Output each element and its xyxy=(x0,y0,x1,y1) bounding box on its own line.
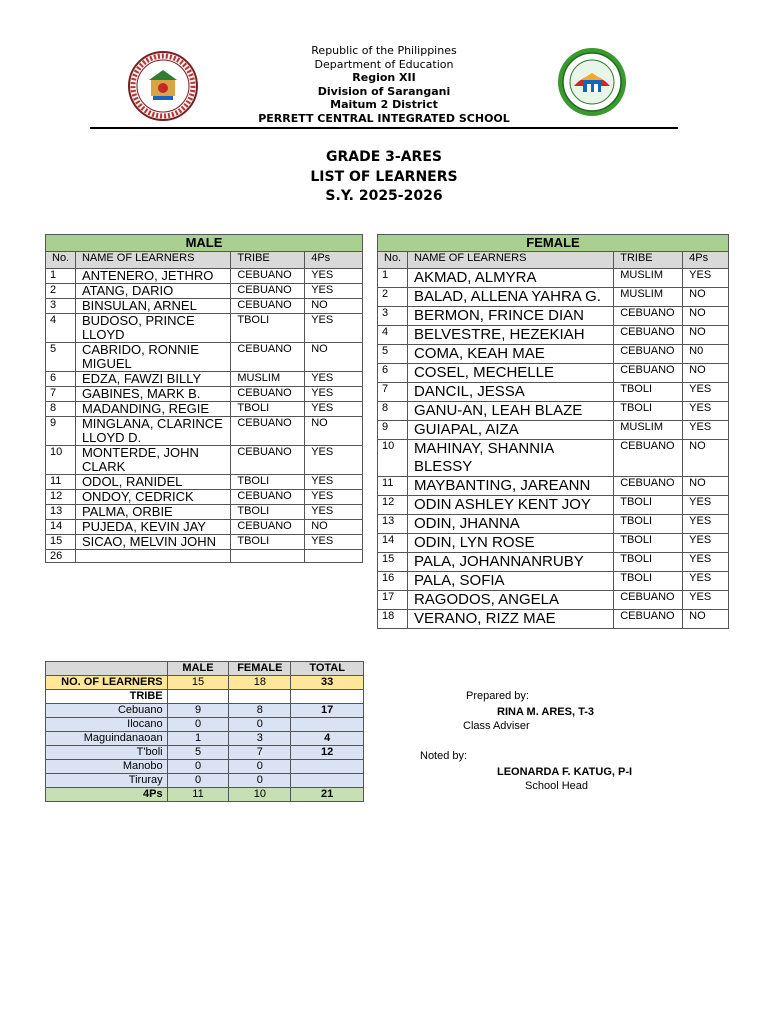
summary-label: Ilocano xyxy=(46,718,168,732)
learner-no: 4 xyxy=(378,326,408,345)
summary-tribe-row xyxy=(46,746,364,760)
learner-name: PALMA, ORBIE xyxy=(75,505,230,520)
learner-row xyxy=(378,307,729,326)
learner-no: 1 xyxy=(46,269,76,284)
learner-row xyxy=(378,269,729,288)
male-rows xyxy=(46,269,363,563)
learner-no: 14 xyxy=(378,534,408,553)
learner-name: COMA, KEAH MAE xyxy=(407,345,613,364)
learner-no: 11 xyxy=(378,477,408,496)
learner-4ps: NO xyxy=(305,520,363,535)
summary-head-total: TOTAL xyxy=(291,662,364,676)
learner-4ps: YES xyxy=(683,534,729,553)
learner-tribe: CEBUANO xyxy=(231,299,305,314)
learner-name: BINSULAN, ARNEL xyxy=(75,299,230,314)
learner-no: 10 xyxy=(378,440,408,477)
learner-4ps: NO xyxy=(683,610,729,629)
noted-by-label: Noted by: xyxy=(420,750,468,762)
summary-total xyxy=(291,774,364,788)
learner-row xyxy=(46,490,363,505)
summary-male: 1 xyxy=(167,732,229,746)
learner-tribe: TBOLI xyxy=(614,534,683,553)
col-4ps: 4Ps xyxy=(683,252,729,269)
learner-no: 13 xyxy=(46,505,76,520)
learner-no: 8 xyxy=(378,402,408,421)
summary-total xyxy=(291,718,364,732)
learner-row xyxy=(46,550,363,563)
learner-tribe: CEBUANO xyxy=(231,490,305,505)
summary-female: 3 xyxy=(229,732,291,746)
learner-no: 13 xyxy=(378,515,408,534)
learner-no: 8 xyxy=(46,402,76,417)
summary-label: Maguindanaoan xyxy=(46,732,168,746)
learner-no: 26 xyxy=(46,550,76,563)
summary-tribe-row xyxy=(46,732,364,746)
learner-row xyxy=(46,475,363,490)
learner-4ps: YES xyxy=(305,505,363,520)
learner-row xyxy=(46,284,363,299)
summary-head-male: MALE xyxy=(167,662,229,676)
learner-row xyxy=(378,383,729,402)
noted-by-title: School Head xyxy=(525,780,588,792)
summary-male: 0 xyxy=(167,774,229,788)
learner-no: 7 xyxy=(378,383,408,402)
learner-name: ATANG, DARIO xyxy=(75,284,230,299)
male-learners-table xyxy=(45,234,363,563)
learner-name: SICAO, MELVIN JOHN xyxy=(75,535,230,550)
learner-4ps: YES xyxy=(305,284,363,299)
learner-no: 6 xyxy=(46,372,76,387)
learner-4ps: YES xyxy=(305,314,363,343)
header-department: Department of Education xyxy=(314,57,454,71)
learner-name: AKMAD, ALMYRA xyxy=(407,269,613,288)
learner-no: 17 xyxy=(378,591,408,610)
prepared-by-title: Class Adviser xyxy=(463,720,530,732)
learner-tribe: TBOLI xyxy=(231,314,305,343)
learner-tribe: TBOLI xyxy=(231,475,305,490)
learner-name: PALA, SOFIA xyxy=(407,572,613,591)
learner-row xyxy=(378,477,729,496)
document-title xyxy=(0,148,768,207)
col-tribe: TRIBE xyxy=(614,252,683,269)
summary-tribe-label: TRIBE xyxy=(46,690,168,704)
summary-female: 7 xyxy=(229,746,291,760)
learner-row xyxy=(378,591,729,610)
summary-label: Tiruray xyxy=(46,774,168,788)
learner-name: GANU-AN, LEAH BLAZE xyxy=(407,402,613,421)
summary-total: 12 xyxy=(291,746,364,760)
learner-tribe: CEBUANO xyxy=(231,417,305,446)
male-table-title: MALE xyxy=(46,235,363,252)
summary-label: T'boli xyxy=(46,746,168,760)
summary-male: 15 xyxy=(167,676,229,690)
learner-4ps: NO xyxy=(305,417,363,446)
learner-tribe: TBOLI xyxy=(614,383,683,402)
learner-name: EDZA, FAWZI BILLY xyxy=(75,372,230,387)
learner-row xyxy=(378,402,729,421)
learner-row xyxy=(46,505,363,520)
summary-tribe-row xyxy=(46,718,364,732)
learner-4ps: YES xyxy=(683,515,729,534)
col-name: NAME OF LEARNERS xyxy=(75,252,230,269)
learner-tribe: TBOLI xyxy=(614,496,683,515)
learner-tribe: CEBUANO xyxy=(614,364,683,383)
col-no: No. xyxy=(46,252,76,269)
col-no: No. xyxy=(378,252,408,269)
learner-row xyxy=(46,372,363,387)
learner-name xyxy=(75,550,230,563)
learner-row xyxy=(378,421,729,440)
learner-name: ANTENERO, JETHRO xyxy=(75,269,230,284)
summary-head-female: FEMALE xyxy=(229,662,291,676)
learner-row xyxy=(46,402,363,417)
learner-tribe: MUSLIM xyxy=(614,421,683,440)
learner-row xyxy=(378,610,729,629)
learner-no: 7 xyxy=(46,387,76,402)
learner-row xyxy=(378,553,729,572)
summary-learners-row xyxy=(46,676,364,690)
learner-no: 6 xyxy=(378,364,408,383)
learner-4ps: NO xyxy=(305,343,363,372)
learner-row xyxy=(46,520,363,535)
learner-row xyxy=(46,535,363,550)
learner-4ps: YES xyxy=(305,535,363,550)
learner-row xyxy=(46,446,363,475)
learner-tribe: TBOLI xyxy=(231,402,305,417)
summary-tribe-header-row xyxy=(46,690,364,704)
learner-row xyxy=(46,417,363,446)
learner-no: 14 xyxy=(46,520,76,535)
summary-male: 5 xyxy=(167,746,229,760)
learner-no: 3 xyxy=(378,307,408,326)
learner-no: 5 xyxy=(378,345,408,364)
learner-no: 9 xyxy=(46,417,76,446)
learner-row xyxy=(46,387,363,402)
learner-4ps: YES xyxy=(305,402,363,417)
title-grade: GRADE 3-ARES xyxy=(326,149,442,165)
summary-total xyxy=(291,760,364,774)
learner-4ps: YES xyxy=(683,572,729,591)
summary-total: 17 xyxy=(291,704,364,718)
learner-row xyxy=(46,314,363,343)
learner-4ps: NO xyxy=(683,364,729,383)
learner-4ps: NO xyxy=(683,440,729,477)
header-district: Maitum 2 District xyxy=(330,98,438,112)
summary-label: Cebuano xyxy=(46,704,168,718)
learner-tribe: CEBUANO xyxy=(614,440,683,477)
learner-name: MAYBANTING, JAREANN xyxy=(407,477,613,496)
summary-male: 0 xyxy=(167,760,229,774)
learner-4ps: NO xyxy=(305,299,363,314)
learner-tribe: TBOLI xyxy=(614,572,683,591)
learner-tribe: TBOLI xyxy=(614,402,683,421)
learner-name: PUJEDA, KEVIN JAY xyxy=(75,520,230,535)
summary-female: 8 xyxy=(229,704,291,718)
learner-4ps: YES xyxy=(305,475,363,490)
learner-tribe: MUSLIM xyxy=(231,372,305,387)
col-name: NAME OF LEARNERS xyxy=(407,252,613,269)
learner-name: PALA, JOHANNANRUBY xyxy=(407,553,613,572)
learner-4ps: YES xyxy=(305,446,363,475)
col-tribe: TRIBE xyxy=(231,252,305,269)
learner-tribe xyxy=(231,550,305,563)
summary-female: 10 xyxy=(229,788,291,802)
female-rows xyxy=(378,269,729,629)
summary-female: 0 xyxy=(229,774,291,788)
learner-tribe: TBOLI xyxy=(614,553,683,572)
learner-row xyxy=(378,515,729,534)
learner-name: CABRIDO, RONNIE MIGUEL xyxy=(75,343,230,372)
learner-tribe: CEBUANO xyxy=(231,284,305,299)
learner-no: 11 xyxy=(46,475,76,490)
learner-name: BELVESTRE, HEZEKIAH xyxy=(407,326,613,345)
learner-name: ODOL, RANIDEL xyxy=(75,475,230,490)
learner-4ps: YES xyxy=(683,421,729,440)
learner-tribe: MUSLIM xyxy=(614,288,683,307)
header-division: Division of Sarangani xyxy=(317,84,451,98)
learner-name: GABINES, MARK B. xyxy=(75,387,230,402)
summary-total: 33 xyxy=(291,676,364,690)
learner-row xyxy=(378,326,729,345)
female-table-title: FEMALE xyxy=(378,235,729,252)
prepared-by-label: Prepared by: xyxy=(466,690,529,702)
learner-4ps: YES xyxy=(683,553,729,572)
learner-4ps: YES xyxy=(683,402,729,421)
summary-total: 21 xyxy=(291,788,364,802)
learner-row xyxy=(378,288,729,307)
learner-tribe: MUSLIM xyxy=(614,269,683,288)
learner-4ps: YES xyxy=(305,269,363,284)
learner-tribe: CEBUANO xyxy=(231,269,305,284)
learner-no: 16 xyxy=(378,572,408,591)
header-school: PERRETT CENTRAL INTEGRATED SCHOOL xyxy=(258,111,510,125)
learner-4ps: YES xyxy=(683,383,729,402)
learner-row xyxy=(378,496,729,515)
learner-no: 12 xyxy=(46,490,76,505)
learner-no: 2 xyxy=(46,284,76,299)
learner-name: ODIN, LYN ROSE xyxy=(407,534,613,553)
learner-name: BALAD, ALLENA YAHRA G. xyxy=(407,288,613,307)
learner-name: MONTERDE, JOHN CLARK xyxy=(75,446,230,475)
title-list: LIST OF LEARNERS xyxy=(310,168,458,185)
summary-head-blank xyxy=(46,662,168,676)
learner-tribe: CEBUANO xyxy=(231,387,305,402)
learner-no: 15 xyxy=(378,553,408,572)
learner-row xyxy=(46,343,363,372)
summary-tribe-row xyxy=(46,774,364,788)
learner-name: DANCIL, JESSA xyxy=(407,383,613,402)
learner-tribe: CEBUANO xyxy=(614,610,683,629)
learner-4ps: YES xyxy=(305,387,363,402)
learner-tribe: CEBUANO xyxy=(614,307,683,326)
learner-name: MAHINAY, SHANNIA BLESSY xyxy=(407,440,613,477)
learner-tribe: CEBUANO xyxy=(231,520,305,535)
learner-tribe: CEBUANO xyxy=(231,446,305,475)
col-4ps: 4Ps xyxy=(305,252,363,269)
learner-name: MINGLANA, CLARINCE LLOYD D. xyxy=(75,417,230,446)
learner-row xyxy=(46,269,363,284)
header-republic: Republic of the Philippines xyxy=(311,44,457,57)
noted-by-name: LEONARDA F. KATUG, P-I xyxy=(497,766,633,778)
title-school-year: S.Y. 2025-2026 xyxy=(325,188,443,204)
learner-name: BERMON, FRINCE DIAN xyxy=(407,307,613,326)
summary-tribe-row xyxy=(46,704,364,718)
learner-tribe: TBOLI xyxy=(614,515,683,534)
document-header xyxy=(0,44,768,126)
learner-4ps: YES xyxy=(683,269,729,288)
learner-name: COSEL, MECHELLE xyxy=(407,364,613,383)
learner-tribe: TBOLI xyxy=(231,535,305,550)
learner-tribe: TBOLI xyxy=(231,505,305,520)
summary-male: 9 xyxy=(167,704,229,718)
learner-no: 15 xyxy=(46,535,76,550)
learner-row xyxy=(378,534,729,553)
learner-tribe: CEBUANO xyxy=(614,326,683,345)
learner-4ps: YES xyxy=(683,591,729,610)
learner-4ps: YES xyxy=(305,372,363,387)
learner-row xyxy=(46,299,363,314)
summary-female: 0 xyxy=(229,760,291,774)
learner-no: 4 xyxy=(46,314,76,343)
learner-name: VERANO, RIZZ MAE xyxy=(407,610,613,629)
summary-table xyxy=(45,661,364,802)
learner-tribe: CEBUANO xyxy=(614,591,683,610)
summary-tribe-rows xyxy=(46,704,364,788)
learner-no: 12 xyxy=(378,496,408,515)
learner-4ps: NO xyxy=(683,307,729,326)
learner-no: 18 xyxy=(378,610,408,629)
learner-no: 3 xyxy=(46,299,76,314)
summary-male: 0 xyxy=(167,718,229,732)
learner-name: ONDOY, CEDRICK xyxy=(75,490,230,505)
learner-4ps: YES xyxy=(305,490,363,505)
learner-row xyxy=(378,440,729,477)
learner-name: ODIN, JHANNA xyxy=(407,515,613,534)
summary-female: 0 xyxy=(229,718,291,732)
female-learners-table xyxy=(377,234,729,629)
learner-row xyxy=(378,345,729,364)
learner-4ps: NO xyxy=(683,326,729,345)
summary-4ps-row xyxy=(46,788,364,802)
learner-tribe: CEBUANO xyxy=(231,343,305,372)
summary-label: Manobo xyxy=(46,760,168,774)
learner-name: MADANDING, REGIE xyxy=(75,402,230,417)
learner-no: 9 xyxy=(378,421,408,440)
learner-row xyxy=(378,572,729,591)
learner-4ps: NO xyxy=(683,288,729,307)
learner-no: 1 xyxy=(378,269,408,288)
learner-no: 10 xyxy=(46,446,76,475)
learner-name: GUIAPAL, AIZA xyxy=(407,421,613,440)
learner-tribe: CEBUANO xyxy=(614,477,683,496)
summary-female: 18 xyxy=(229,676,291,690)
prepared-by-name: RINA M. ARES, T-3 xyxy=(497,706,594,718)
learner-name: ODIN ASHLEY KENT JOY xyxy=(407,496,613,515)
learner-4ps: N0 xyxy=(683,345,729,364)
learner-name: RAGODOS, ANGELA xyxy=(407,591,613,610)
summary-total: 4 xyxy=(291,732,364,746)
learner-4ps xyxy=(305,550,363,563)
learner-4ps: YES xyxy=(683,496,729,515)
summary-label: NO. OF LEARNERS xyxy=(46,676,168,690)
learner-no: 2 xyxy=(378,288,408,307)
learner-4ps: NO xyxy=(683,477,729,496)
learner-tribe: CEBUANO xyxy=(614,345,683,364)
summary-label: 4Ps xyxy=(46,788,168,802)
header-divider xyxy=(90,127,678,129)
summary-tribe-row xyxy=(46,760,364,774)
summary-male: 11 xyxy=(167,788,229,802)
learner-no: 5 xyxy=(46,343,76,372)
learner-name: BUDOSO, PRINCE LLOYD xyxy=(75,314,230,343)
learner-row xyxy=(378,364,729,383)
header-region: Region XII xyxy=(352,71,416,85)
